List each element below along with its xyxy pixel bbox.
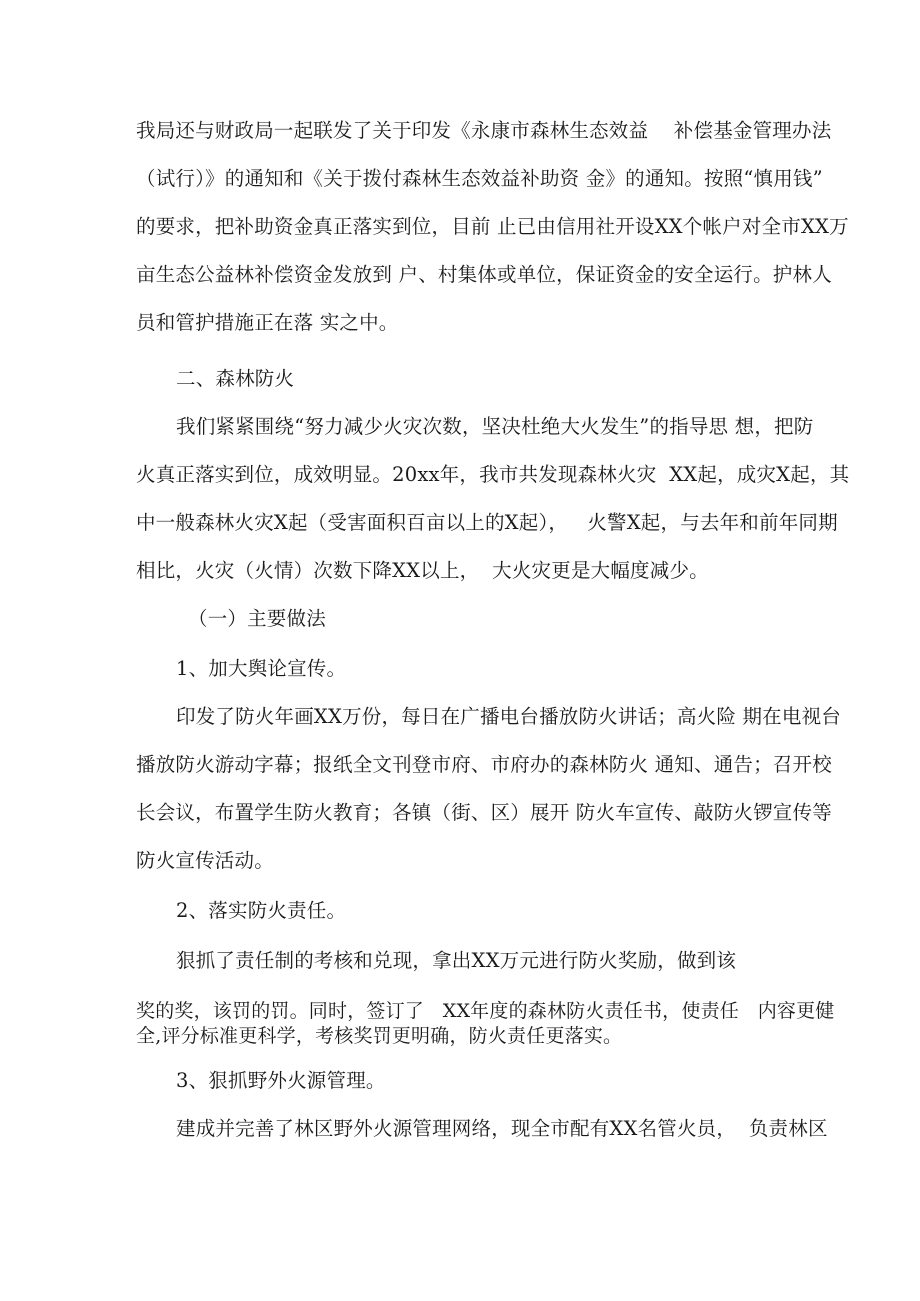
paragraph-line: 印发了防火年画XX万份，每日在广播电台播放防火讲话；高火险 期在电视台 <box>176 705 841 728</box>
paragraph-line: 火真正落实到位，成效明显。20xx年，我市共发现森林火灾 XX起，成灾X起，其 <box>136 463 850 486</box>
paragraph-line: 相比，火灾（火情）次数下降XX以上， 大火灾更是大幅度减少。 <box>136 559 709 582</box>
paragraph-line: 奖的奖，该罚的罚。同时，签订了 XX年度的森林防火责任书，使责任 内容更健 <box>136 1000 835 1022</box>
paragraph-line: 员和管护措施正在落 实之中。 <box>136 311 399 334</box>
subsection-heading: （一）主要做法 <box>188 607 326 630</box>
paragraph-line: 长会议，布置学生防火教育；各镇（街、区）展开 防火车宣传、敲防火锣宣传等 <box>136 801 832 824</box>
paragraph-line: 我们紧紧围绕“努力减少火灾次数，坚决杜绝大火发生”的指导思 想，把防 <box>176 415 814 438</box>
paragraph-line: 的要求，把补助资金真正落实到位，目前 止已由信用社开设XX个帐户对全市XX万 <box>136 215 849 238</box>
paragraph-line: 中一般森林火灾X起（受害面积百亩以上的X起）， 火警X起，与去年和前年同期 <box>136 511 838 534</box>
paragraph-line: 全,评分标准更科学，考核奖罚更明确，防火责任更落实。 <box>136 1025 623 1047</box>
paragraph-line: 防火宣传活动。 <box>136 849 274 872</box>
paragraph-line: （试行）》的通知和《关于拨付森林生态效益补助资 金》的通知。按照“慎用钱” <box>136 167 823 190</box>
paragraph-line: 狠抓了责任制的考核和兑现，拿出XX万元进行防火奖励，做到该 <box>176 949 737 972</box>
paragraph-line: 我局还与财政局一起联发了关于印发《永康市森林生态效益 补偿基金管理办法 <box>136 119 832 142</box>
paragraph-line: 建成并完善了林区野外火源管理网络，现全市配有XX名管火员， 负责林区 <box>176 1117 828 1140</box>
section-heading: 二、森林防火 <box>176 367 295 390</box>
item-heading: 1、加大舆论宣传。 <box>176 657 347 680</box>
item-heading: 2、落实防火责任。 <box>176 899 347 922</box>
paragraph-line: 亩生态公益林补偿资金发放到 户、村集体或单位，保证资金的安全运行。护林人 <box>136 263 832 286</box>
paragraph-line: 播放防火游动字幕；报纸全文刊登市府、市府办的森林防火 通知、通告；召开校 <box>136 753 832 776</box>
item-heading: 3、狠抓野外火源管理。 <box>176 1069 386 1092</box>
